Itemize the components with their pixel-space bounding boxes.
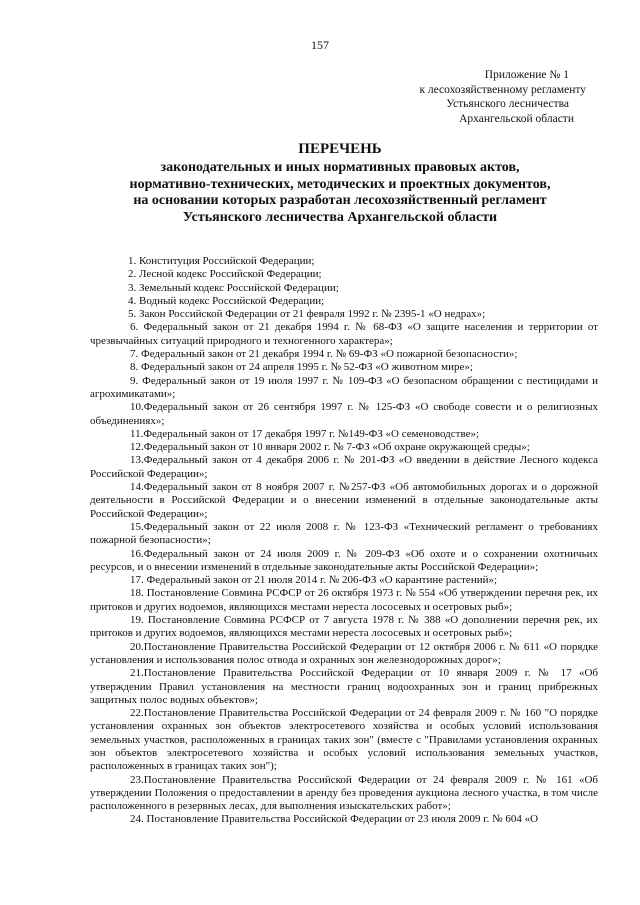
appendix-line-3: Устьянского лесничества (446, 98, 569, 110)
appendix-header (286, 68, 586, 126)
list-item: 3. Земельный кодекс Российской Федерации; (128, 281, 339, 294)
list-item: 8. Федеральный закон от 24 апреля 1995 г. № 52-ФЗ «О животном мире»; (130, 361, 473, 374)
appendix-line-4: Архангельской области (459, 112, 574, 125)
list-item: 4. Водный кодекс Российской Федерации; (128, 294, 325, 307)
title-line-1: законодательных и иных нормативных правовых актов, (160, 160, 520, 175)
list-item: 13.Федеральный закон от 4 декабря 2006 г. № 201-ФЗ «О введении в действие Лесного кодекса Российской Федерации»; (90, 454, 598, 480)
list-item: 10.Федеральный закон от 26 сентября 1997 г. № 125-ФЗ «О свободе совести и о религиозных объединениях»; (90, 401, 598, 427)
list-item: 5. Закон Российской Федерации от 21 февраля 1992 г. № 2395-1 «О недрах»; (128, 308, 486, 321)
list-item: 23.Постановление Правительства Российской Федерации от 24 февраля 2009 г. № 161 «Об утверждении Положения о предоставлении в аренду без проведения аукциона лесного участка, в том числе расположенного в резервных лесах, для выполнения изыскательских работ»; (90, 773, 598, 813)
list-item: 20.Постановление Правительства Российской Федерации от 12 октября 2006 г. № 611 «О порядке установления и использования полос отвода и охранных зон железнодорожных дорог»; (90, 640, 598, 666)
list-item: 18. Постановление Совмина РСФСР от 26 октября 1973 г. № 554 «Об утверждении перечня рек, их притоков и других водоемов, являющихся местами нереста лососевых и осетровых рыб»; (90, 587, 598, 613)
list-item: 1. Конституция Российской Федерации; (128, 255, 315, 267)
list-item: 14.Федеральный закон от 8 ноября 2007 г. №257-ФЗ «Об автомобильных дорогах и о дорожной деятельности в Российской Федерации и о внесении изменений в отдельные законодательные акты Российской Федерации»; (90, 481, 598, 520)
appendix-line-2: к лесохозяйственному регламенту (419, 83, 586, 96)
acts-list (90, 255, 598, 827)
list-item: 9. Федеральный закон от 19 июля 1997 г. № 109-ФЗ «О безопасном обращении с пестицидами и агрохимикатами»; (90, 374, 598, 400)
appendix-line-1: Приложение № 1 (484, 69, 569, 81)
list-item: 16.Федеральный закон от 24 июля 2009 г. № 209-ФЗ «Об охоте и о сохранении охотничьих ресурсов, и о внесении изменений в отдельные законодательные акты Российской Федерации»; (90, 547, 598, 573)
title-line-3: на основании которых разработан лесохозяйственный регламент (133, 193, 547, 208)
title-line-2: нормативно-технических, методических и проектных документов, (129, 176, 551, 192)
title-main: ПЕРЕЧЕНЬ (298, 141, 382, 157)
list-item: 15.Федеральный закон от 22 июля 2008 г. № 123-ФЗ «Технический регламент о требованиях пожарной безопасности»; (90, 520, 598, 547)
title-subtitle (70, 160, 610, 226)
list-item: 21.Постановление Правительства Российской Федерации от 10 января 2009 г. № 17 «Об утверждении Правил установления на местности границ водоохранных зон и границ прибрежных защитных полос водных объектов»; (90, 667, 598, 706)
page-number: 157 (311, 38, 329, 52)
list-item: 17. Федеральный закон от 21 июля 2014 г. № 206-ФЗ «О карантине растений»; (130, 574, 498, 587)
list-item: 24. Постановление Правительства Российской Федерации от 23 июля 2009 г. № 604 «О (130, 813, 539, 826)
list-item: 12.Федеральный закон от 10 января 2002 г. № 7-ФЗ «Об охране окружающей среды»; (130, 441, 530, 454)
list-item: 2. Лесной кодекс Российской Федерации; (128, 268, 322, 281)
document-title (70, 140, 610, 226)
list-item: 6. Федеральный закон от 21 декабря 1994 г. № 68-ФЗ «О защите населения и территории от чрезвычайных ситуаций природного и техногенного характера»; (90, 321, 598, 347)
list-item: 11.Федеральный закон от 17 декабря 1997 г. №149-ФЗ «О семеноводстве»; (130, 427, 480, 440)
list-item: 19. Постановление Совмина РСФСР от 7 августа 1978 г. № 388 «О дополнении перечня рек, их притоков и других водоемов, являющихся местами нереста лососевых и осетровых рыб»; (90, 614, 598, 640)
list-item: 22.Постановление Правительства Российской Федерации от 24 февраля 2009 г. № 160 "О порядке установления охранных зон объектов электросетевого хозяйства и особых условий использования земельных участков, расположенных в границах таких зон" (вместе с "Правилами установления охранных зон объектов электросетевого хозяйства и особых условий использования земельных участков, расположенных в границах таких зон"); (90, 707, 598, 773)
title-line-4: Устьянского лесничества Архангельской области (182, 209, 498, 225)
list-item: 7. Федеральный закон от 21 декабря 1994 г. № 69-ФЗ «О пожарной безопасности»; (130, 348, 518, 361)
